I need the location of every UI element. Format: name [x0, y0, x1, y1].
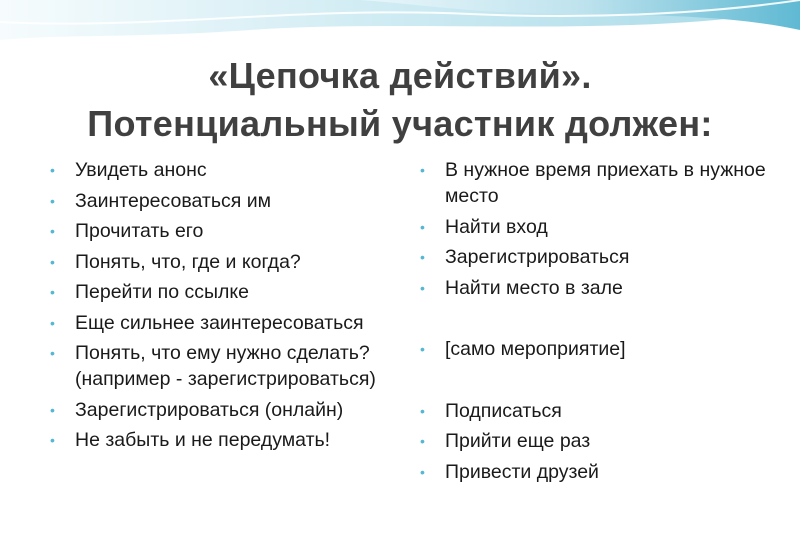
list-item [48, 310, 393, 336]
slide-title-line2: Потенциальный участник должен: [87, 103, 713, 144]
list-item-text: Еще сильнее заинтересоваться [75, 311, 364, 334]
bullet-icon: • [50, 253, 55, 270]
bullet-icon: • [420, 341, 425, 357]
list-item-text: Понять, что ему нужно сделать? (например - зарегистрироваться) [75, 342, 376, 390]
left-bullet-list [48, 157, 393, 458]
list-item-text: В нужное время приехать в нужное место [445, 159, 766, 207]
list-item-text: Зарегистрироваться [445, 246, 630, 268]
bullet-icon: • [50, 401, 55, 418]
list-item [418, 398, 783, 424]
list-item [48, 157, 393, 183]
list-item [48, 218, 393, 244]
list-item [48, 279, 393, 305]
bullet-icon: • [420, 279, 425, 296]
list-item-text: Прийти еще раз [445, 430, 591, 452]
list-item-text: Прочитать его [75, 220, 204, 242]
list-item-text: Заинтересоваться им [75, 189, 272, 212]
slide-title [0, 52, 800, 148]
list-spacer [418, 305, 783, 331]
bullet-icon: • [420, 433, 425, 449]
list-item [418, 459, 783, 485]
list-item-text: [само мероприятие] [445, 338, 626, 360]
list-item-text: Перейти по ссылке [75, 281, 249, 303]
list-item [48, 249, 393, 275]
bullet-icon: • [420, 249, 425, 265]
bullet-icon: • [420, 463, 425, 480]
list-item [418, 428, 783, 454]
list-item [418, 214, 783, 240]
list-item-text: Найти место в зале [445, 276, 623, 299]
bullet-icon: • [50, 432, 55, 448]
list-item [418, 336, 783, 362]
bullet-icon: • [420, 402, 425, 419]
list-item-text: Увидеть анонс [75, 159, 207, 181]
list-item [48, 427, 393, 453]
bullet-icon: • [50, 162, 55, 178]
bullet-icon: • [50, 314, 55, 331]
list-item-text: Не забыть и не передумать! [75, 429, 331, 451]
bullet-icon: • [50, 284, 55, 300]
list-item [418, 244, 783, 270]
list-item [418, 275, 783, 301]
bullet-icon: • [420, 162, 425, 178]
list-item-text: Зарегистрироваться (онлайн) [75, 398, 344, 421]
bullet-icon: • [50, 223, 55, 239]
list-item [48, 188, 393, 214]
slide-title-line1: «Цепочка действий». [208, 55, 592, 96]
list-item-text: Найти вход [445, 215, 548, 238]
list-item [48, 340, 393, 392]
list-item-text: Понять, что, где и когда? [75, 250, 301, 273]
list-item-text: Подписаться [445, 399, 562, 422]
bullet-icon: • [50, 192, 55, 209]
right-bullet-list [418, 157, 783, 489]
list-item [418, 157, 783, 209]
bullet-icon: • [50, 345, 55, 361]
list-spacer [418, 367, 783, 393]
bullet-icon: • [420, 218, 425, 235]
list-item-text: Привести друзей [445, 460, 599, 483]
list-item [48, 397, 393, 423]
